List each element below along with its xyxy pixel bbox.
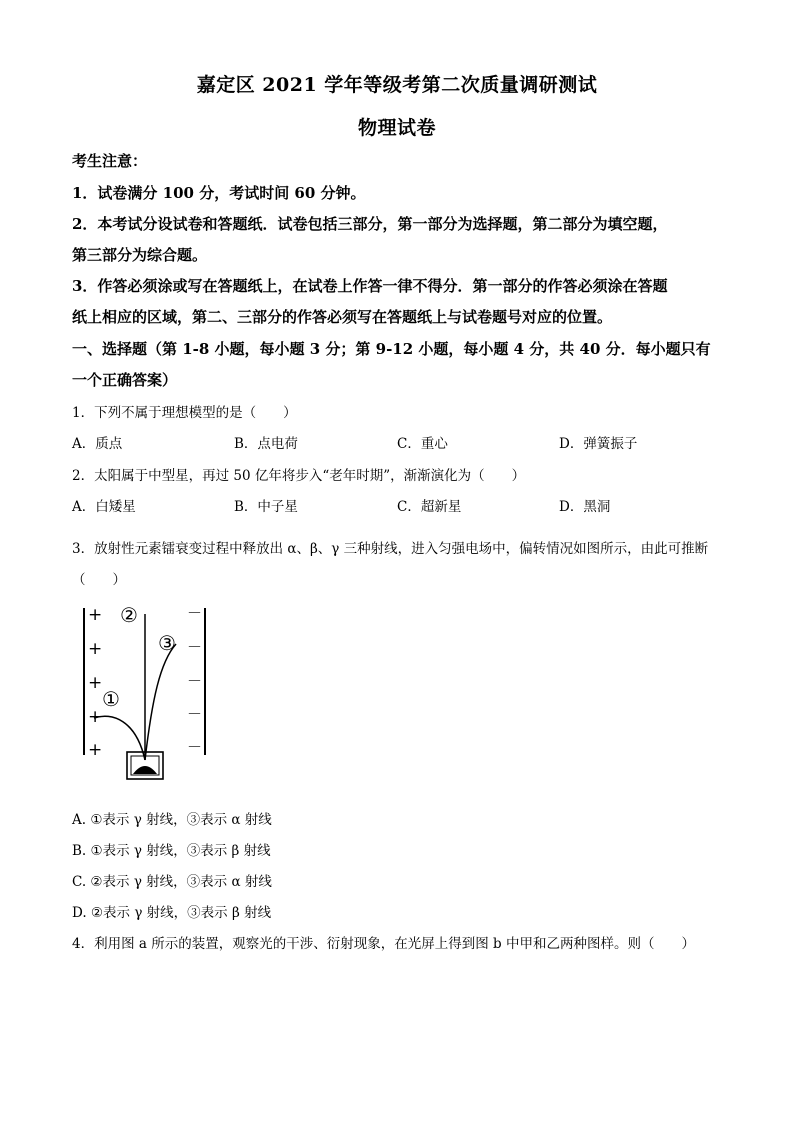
question-3-option-b: B. ①表示 γ 射线，③表示 β 射线 xyxy=(72,843,271,859)
notice-item-1: 1．试卷满分 100 分，考试时间 60 分钟。 xyxy=(72,184,366,202)
plus-sign: + xyxy=(88,707,103,727)
question-2-option-d: D．黑洞 xyxy=(559,499,611,515)
question-3-option-d: D. ②表示 γ 射线，③表示 β 射线 xyxy=(72,905,272,921)
plus-sign: + xyxy=(88,605,103,625)
question-1-option-d: D．弹簧振子 xyxy=(559,436,638,452)
plus-sign: + xyxy=(88,740,103,760)
minus-sign: － xyxy=(187,604,203,622)
minus-sign: － xyxy=(187,705,203,723)
question-2-option-c: C．超新星 xyxy=(397,499,462,515)
notice-item-2-line-2: 第三部分为综合题。 xyxy=(72,246,208,264)
question-3-option-a: A. ①表示 γ 射线，③表示 α 射线 xyxy=(72,812,272,828)
question-3-stem-line-1: 3．放射性元素镭衰变过程中释放出 α、β、γ 三种射线，进入匀强电场中，偏转情况如图所示，由此可推断 xyxy=(72,541,709,557)
notice-heading: 考生注意： xyxy=(72,152,148,170)
question-2-option-a: A．白矮星 xyxy=(72,499,136,515)
question-2-stem: 2．太阳属于中型星，再过 50 亿年将步入“老年时期”，渐渐演化为（ ） xyxy=(72,468,526,484)
notice-item-3-line-2: 纸上相应的区域，第二、三部分的作答必须写在答题纸上与试卷题号对应的位置。 xyxy=(72,308,613,326)
ray-label-1: ① xyxy=(102,687,120,711)
exam-title: 嘉定区 2021 学年等级考第二次质量调研测试 xyxy=(196,74,598,96)
question-1-option-b: B．点电荷 xyxy=(234,436,298,452)
ray-label-2: ② xyxy=(120,603,138,627)
question-3-stem-line-2: （ ） xyxy=(72,572,126,588)
question-2-option-b: B．中子星 xyxy=(234,499,298,515)
question-1-option-c: C．重心 xyxy=(397,436,448,452)
minus-sign: － xyxy=(187,738,203,756)
section-1-heading-line-1: 一、选择题（第 1-8 小题，每小题 3 分；第 9-12 小题，每小题 4 分，共 40 分．每小题只有 xyxy=(72,340,711,358)
question-4-stem: 4．利用图 a 所示的装置，观察光的干涉、衍射现象，在光屏上得到图 b 中甲和乙两种图样。则（ ） xyxy=(72,936,695,952)
notice-item-3-line-1: 3．作答必须涂或写在答题纸上，在试卷上作答一律不得分．第一部分的作答必须涂在答题 xyxy=(72,277,668,295)
section-1-heading-line-2: 一个正确答案） xyxy=(72,371,178,389)
radiation-deflection-figure xyxy=(76,600,216,785)
notice-item-2-line-1: 2．本考试分设试卷和答题纸．试卷包括三部分，第一部分为选择题，第二部分为填空题， xyxy=(72,215,668,233)
ray-3-path xyxy=(145,644,176,760)
ray-label-3: ③ xyxy=(158,631,176,655)
minus-sign: － xyxy=(187,638,203,656)
question-3-option-c: C. ②表示 γ 射线，③表示 α 射线 xyxy=(72,874,272,890)
minus-sign: － xyxy=(187,672,203,690)
question-1-option-a: A．质点 xyxy=(72,436,123,452)
question-1-stem: 1．下列不属于理想模型的是（ ） xyxy=(72,405,297,421)
exam-subtitle: 物理试卷 xyxy=(357,117,436,139)
plus-sign: + xyxy=(88,639,103,659)
plus-sign: + xyxy=(88,673,103,693)
